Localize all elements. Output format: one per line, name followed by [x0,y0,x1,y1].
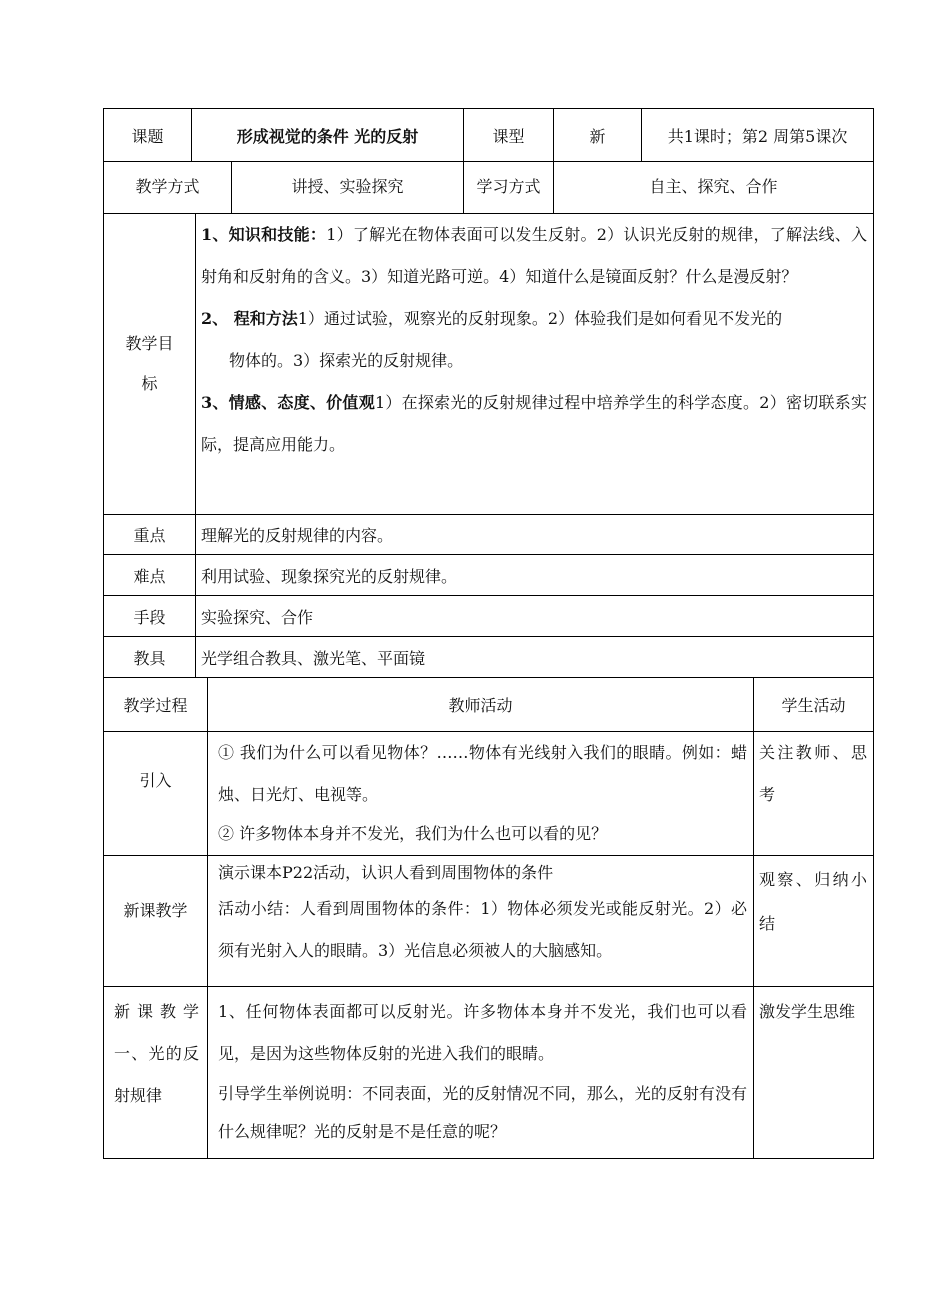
reflection-teacher-1: 1、任何物体表面都可以反射光。许多物体本身并不发光，我们也可以看见，是因为这些物体反射的光进入我们的眼睛。 [218,1002,747,1063]
tools-label: 教具 [104,637,196,678]
means-label: 手段 [104,596,196,637]
tools-value: 光学组合教具、激光笔、平面镜 [196,637,874,678]
type-label: 课型 [464,109,554,162]
new-lesson-teacher-2: 活动小结：人看到周围物体的条件：1）物体必须发光或能反射光。2）必须有光射入人的眼睛。3）光信息必须被人的大脑感知。 [218,899,747,960]
tools-row [104,637,874,678]
goals-table [103,213,874,678]
goals-block [103,213,873,678]
goal-3: 3、情感、态度、价值观1）在探索光的反射规律过程中培养学生的科学态度。2）密切联系实际，提高应用能力。 [201,393,867,454]
process-header-row [104,678,874,732]
header-row-1 [104,109,874,162]
intro-label: 引入 [104,732,208,856]
teacher-header: 教师活动 [208,678,754,732]
schedule: 共1课时；第2 周第5课次 [642,109,874,162]
goal-1: 1、知识和技能：1）了解光在物体表面可以发生反射。2）认识光反射的规律，了解法线、入射角和反射角的含义。3）知道光路可逆。4）知道什么是镜面反射？什么是漫反射？ [201,225,867,286]
goals-row [104,214,874,515]
lesson-title: 形成视觉的条件 光的反射 [192,109,464,162]
learn-method-value: 自主、探究、合作 [554,162,874,214]
key-point-value: 理解光的反射规律的内容。 [196,515,874,555]
new-lesson-label: 新课教学 [104,856,208,987]
reflection-student: 激发学生思维 [754,987,874,1159]
process-table [103,677,874,1159]
lesson-header-block [103,108,873,214]
intro-teacher-1: ① 我们为什么可以看见物体？……物体有光线射入我们的眼睛。例如：蜡烛、日光灯、电视等。 [218,743,747,804]
goal-2: 2、 程和方法1）通过试验，观察光的反射现象。2）体验我们是如何看见不发光的 [201,309,783,328]
goal-2-cont: 物体的。3）探索光的反射规律。 [229,351,464,370]
difficulty-label: 难点 [104,555,196,596]
reflection-row [104,987,874,1159]
reflection-teacher-2: 引导学生举例说明：不同表面，光的反射情况不同，那么，光的反射有没有什么规律呢？光的反射是不是任意的呢？ [218,1084,747,1141]
keti-label: 课题 [104,109,192,162]
intro-teacher [208,732,754,856]
lesson-header-table [103,108,874,214]
new-lesson-row [104,856,874,987]
teach-method-label: 教学方式 [104,162,232,214]
intro-student: 关注教师、思考 [754,732,874,856]
intro-teacher-2: ② 许多物体本身并不发光，我们为什么也可以看的见？ [218,824,608,843]
header-row-2 [104,162,874,214]
difficulty-value: 利用试验、现象探究光的反射规律。 [196,555,874,596]
difficulty-row [104,555,874,596]
reflection-teacher [208,987,754,1159]
key-point-row [104,515,874,555]
teach-method-value: 讲授、实验探究 [232,162,464,214]
new-lesson-teacher [208,856,754,987]
means-value: 实验探究、合作 [196,596,874,637]
means-row [104,596,874,637]
reflection-label: 新课教学一、光的反射规律 [104,987,208,1159]
goals-content [196,214,874,515]
intro-row [104,732,874,856]
learn-method-label: 学习方式 [464,162,554,214]
key-point-label: 重点 [104,515,196,555]
goals-label: 教学目标 [104,214,196,515]
type-value: 新 [554,109,642,162]
student-header: 学生活动 [754,678,874,732]
process-header: 教学过程 [104,678,208,732]
new-lesson-teacher-1: 演示课本P22活动，认识人看到周围物体的条件 [218,863,554,882]
new-lesson-student: 观察、归纳小结 [754,856,874,987]
process-block [103,677,873,1159]
